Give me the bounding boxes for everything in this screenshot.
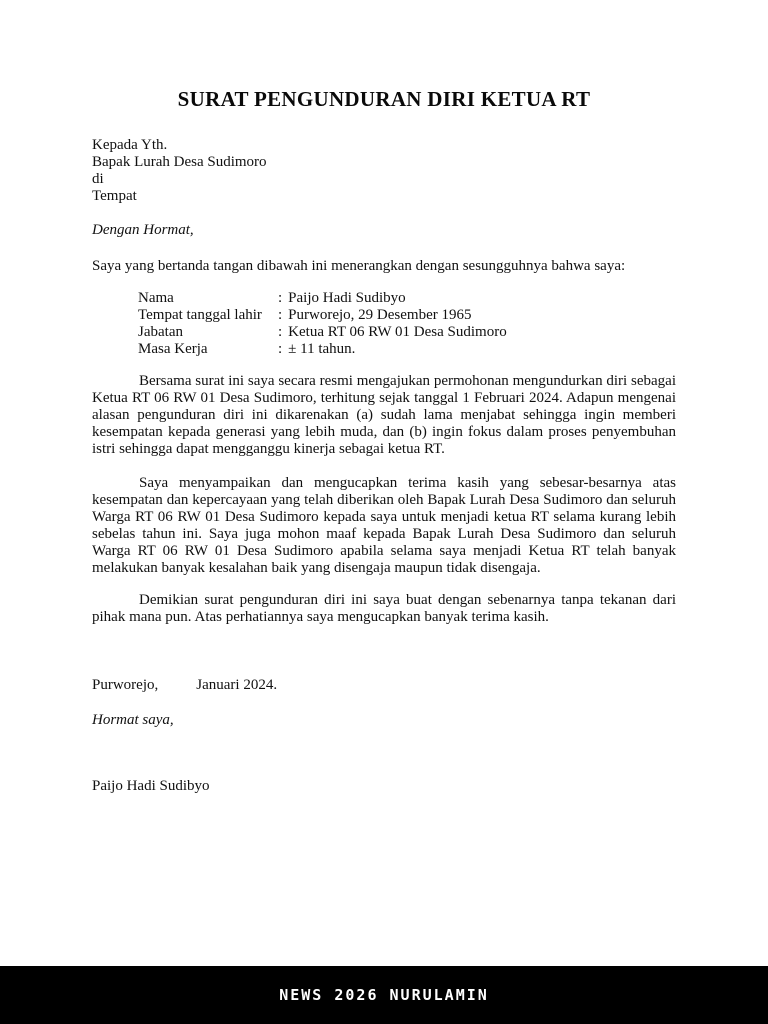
footer-watermark-text: NEWS 2026 NURULAMIN xyxy=(279,986,489,1004)
detail-label: Masa Kerja xyxy=(138,341,208,357)
paragraph-gratitude: Saya menyampaikan dan mengucapkan terima kasih yang sebesar-besarnya atas kesempatan dan kepercayaan yang telah diberikan oleh Bapak Lurah Desa Sudimoro dan seluruh Warga RT 06 RW 01 Desa Sudimoro kepada saya untuk menjadi ketua RT selama kurang lebih sebelas tahun ini. Saya juga mohon maaf kepada Bapak Lurah Desa Sudimoro dan seluruh Warga RT 06 RW 01 Desa Sudimoro apabila selama saya menjadi Ketua RT telah banyak melakukan banyak kesalahan baik yang disengaja maupun tidak disengaja. xyxy=(92,475,676,576)
detail-separator: : xyxy=(278,307,283,323)
letter-title: SURAT PENGUNDURAN DIRI KETUA RT xyxy=(177,87,591,111)
detail-label: Nama xyxy=(138,290,174,306)
footer-watermark-bar xyxy=(0,966,768,1024)
detail-value: Paijo Hadi Sudibyo xyxy=(288,290,406,306)
salutation: Dengan Hormat, xyxy=(92,222,194,238)
signature-name: Paijo Hadi Sudibyo xyxy=(92,778,210,794)
detail-row-jabatan xyxy=(92,324,676,341)
place-text: Purworejo, xyxy=(92,677,159,693)
letter-content xyxy=(92,0,676,795)
detail-separator: : xyxy=(278,341,283,357)
detail-value: Purworejo, 29 Desember 1965 xyxy=(288,307,472,323)
detail-row-ttl xyxy=(92,307,676,324)
intro-line: Saya yang bertanda tangan dibawah ini menerangkan dengan sesungguhnya bahwa saya: xyxy=(92,258,626,274)
detail-value: Ketua RT 06 RW 01 Desa Sudimoro xyxy=(288,324,507,340)
recipient-line-tempat: Tempat xyxy=(92,188,137,204)
detail-separator: : xyxy=(278,324,283,340)
recipient-line-kepada: Kepada Yth. xyxy=(92,137,168,153)
paragraph-resignation: Bersama surat ini saya secara resmi mengajukan permohonan mengundurkan diri sebagai Ketua RT 06 RW 01 Desa Sudimoro, terhitung sejak tanggal 1 Februari 2024. Adapun mengenai alasan pengunduran diri ini dikarenakan (a) sudah lama menjabat sehingga ingin memberi kesempatan kepada generasi yang lebih muda, dan (b) ingin fokus dalam proses penyembuhan istri sehingga dapat mengganggu kinerja sebagai ketua RT. xyxy=(92,373,676,457)
detail-label: Jabatan xyxy=(138,324,183,340)
recipient-line-addressee: Bapak Lurah Desa Sudimoro xyxy=(92,154,267,170)
detail-value: ± 11 tahun. xyxy=(288,341,356,357)
paragraph-closing: Demikian surat pengunduran diri ini saya buat dengan sebenarnya tanpa tekanan dari pihak mana pun. Atas perhatiannya saya mengucapkan banyak terima kasih. xyxy=(92,592,676,625)
detail-label: Tempat tanggal lahir xyxy=(138,307,262,323)
signoff-line: Hormat saya, xyxy=(92,712,174,728)
recipient-block xyxy=(92,137,676,205)
detail-separator: : xyxy=(278,290,283,306)
details-list xyxy=(92,290,676,358)
place-date-line xyxy=(92,677,676,694)
detail-row-masa-kerja xyxy=(92,341,676,358)
recipient-line-di: di xyxy=(92,171,104,187)
detail-row-nama xyxy=(92,290,676,307)
date-text: Januari 2024. xyxy=(196,677,278,693)
